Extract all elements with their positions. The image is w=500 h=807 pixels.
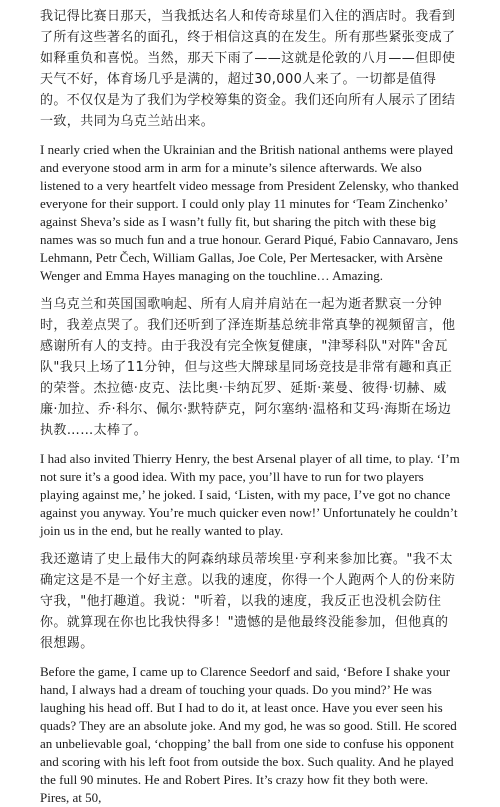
paragraph-en-2: I had also invited Thierry Henry, the best Arsenal player of all time, to play. ‘I’m not sure it’s a good idea. With my pace, you’ll have to run for two players playing against me,’ he joked. I said, ‘Listen, with my pace, I’ve got no chance against you anyway. You’re much quicker even now!’ Unfortunately he couldn’t join us in the end, but he really wanted to play.	[40, 451, 460, 538]
paragraph-zh-3: 我还邀请了史上最伟大的阿森纳球员蒂埃里·亨利来参加比赛。"我不太确定这是不是一个好主意。以我的速度，你得一个人跑两个人的份来防守我，"他打趣道。我说："听着，以我的速度，我反正也没机会防住你。就算现在你也比我快得多！"遗憾的是他最终没能参加，但他真的很想踢。	[40, 552, 456, 651]
paragraph-zh-1: 我记得比赛日那天，当我抵达名人和传奇球星们入住的酒店时。我看到了所有这些著名的面孔，终于相信这真的在发生。所有那些紧张变成了如释重负和喜悦。当然，那天下雨了——这就是伦敦的八月——但即使天气不好，体育场几乎是满的，超过30,000人来了。一切都是值得的。不仅仅是为了我们为学校筹集的资金。我们还向所有人展示了团结一致，共同为乌克兰站出来。	[40, 9, 456, 129]
paragraph-en-3: Before the game, I came up to Clarence Seedorf and said, ‘Before I shake your hand, I always had a dream of touching your quads. Do you mind?’ He was laughing his head off. But I had to do it, at least once. Have you ever seen his quads? They are an absolute joke. And my god, he was so good. Still. He scored an unbelievable goal, ‘chopping’ the ball from one side to confuse his opponent and scoring with his left foot from outside the box. Such quality. And he played the full 90 minutes. He and Robert Pires. It’s crazy how fit they both were. Pires, at 50,	[40, 664, 457, 805]
paragraph-zh-2: 当乌克兰和英国国歌响起、所有人肩并肩站在一起为逝者默哀一分钟时，我差点哭了。我们还听到了泽连斯基总统非常真挚的视频留言，他感谢所有人的支持。由于我没有完全恢复健康，"津琴科队"对阵"舍瓦队"我只上场了11分钟，但与这些大牌球星同场竞技是非常有趣和真正的荣誉。杰拉德·皮克、法比奥·卡纳瓦罗、延斯·莱曼、彼得·切赫、威廉·加拉、乔·科尔、佩尔·默特萨克，阿尔塞纳·温格和艾玛·海斯在场边执教……太棒了。	[40, 297, 456, 438]
paragraph-en-1: I nearly cried when the Ukrainian and the British national anthems were played and everyone stood arm in arm for a minute’s silence afterwards. We also listened to a very heartfelt video message from President Zelensky, who thanked everyone for their support. I could only play 11 minutes for ‘Team Zinchenko’ against Sheva’s side as I wasn’t fully fit, but sharing the pitch with these big names was so much fun and a true honour. Gerard Piqué, Fabio Cannavaro, Jens Lehmann, Petr Čech, William Gallas, Joe Cole, Per Mertesacker, with Arsène Wenger and Emma Hayes managing on the touchline… Amazing.	[40, 142, 459, 283]
